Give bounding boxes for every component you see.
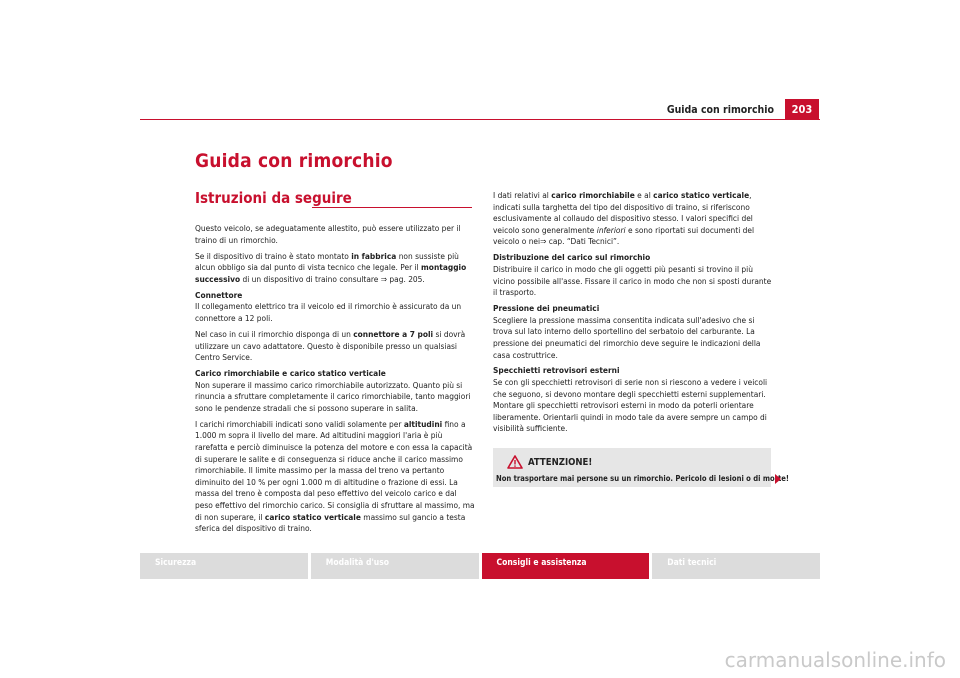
load-heading: Carico rimorchiabile e carico statico verticale: [195, 368, 386, 379]
load-paragraph: Non superare il massimo carico rimorchiabile autorizzato. Quanto più si rinuncia a sfruttare completamente il carico rimorchiabile, tanto maggiori sono le pendenze stradali che si possono superare in salita.: [195, 379, 471, 413]
tyre-pressure-paragraph: Scegliere la pressione massima consentita indicata sull'adesivo che si trova sul lato interno dello sportellino del serbatoio del carburante. La pressione dei pneumatici del rimorchio deve seguire le indicazioni della casa costruttrice.: [493, 314, 761, 360]
header-rule: [140, 119, 820, 120]
warning-title: ATTENZIONE!: [528, 456, 593, 468]
adapter-paragraph: Nel caso in cui il rimorchio disponga di un connettore a 7 poli si dovrà utilizzare un cavo adattatore. Questo è disponibile presso un qualsiasi Centro Service.: [195, 328, 466, 363]
mirrors-paragraph-2: Montare gli specchietti retrovisori esterni in modo da poterli orientare liberamente. Orientarli quindi in modo tale da avere sempre un campo di visibilità sufficiente.: [493, 400, 767, 434]
warning-text: Non trasportare mai persone su un rimorchio. Pericolo di lesioni o di morte!: [496, 474, 790, 483]
tab-dati-tecnici[interactable]: Dati tecnici: [652, 553, 820, 579]
tab-modalita-uso[interactable]: Modalità d'uso: [311, 553, 479, 579]
warning-box: [493, 448, 790, 487]
intro-paragraph: Questo veicolo, se adeguatamente allestito, può essere utilizzato per il traino di un rimorchio.: [195, 223, 461, 245]
distribution-heading: Distribuzione del carico sul rimorchio: [493, 252, 651, 263]
footer-navigation: [140, 553, 820, 579]
section-title: Istruzioni da seguire: [195, 189, 352, 207]
continue-arrow-icon: [775, 474, 781, 484]
right-column: [493, 190, 773, 439]
tab-sicurezza[interactable]: Sicurezza: [140, 553, 308, 579]
warning-header: [507, 455, 592, 469]
altitude-paragraph: I carichi rimorchiabili indicati sono validi solamente per altitudini fino a 1.000 m sopra il livello del mare. Ad altitudini maggiori l'aria è più rarefatta e perciò diminuisce la potenza del motore e con essa la capacità di superare le salite e di conseguenza si riduce anche il carico massimo rimorchiabile. Il limite massimo per la massa del treno va pertanto diminuito del 10 % per ogni 1.000 m di altitudine o frazione di essi. La massa del treno è composta dal peso effettivo del veicolo carico e dal peso effettivo del rimorchio carico. Si consiglia di sfruttare al massimo, ma di non superare, il carico statico verticale massimo sul gancio a testa sferica del dispositivo di traino.: [195, 418, 475, 534]
tyre-pressure-heading: Pressione dei pneumatici: [493, 303, 600, 314]
watermark: carmanualsonline.info: [724, 648, 946, 672]
mirrors-paragraph-1: Se con gli specchietti retrovisori di serie non si riescono a vedere i veicoli che seguono, si devono montare degli specchietti esterni supplementari.: [493, 377, 768, 399]
running-header-title: Guida con rimorchio: [666, 104, 774, 116]
page-number: 203: [785, 99, 819, 119]
mirrors-heading: Specchietti retrovisori esterni: [493, 365, 620, 376]
section-rule: [312, 207, 472, 208]
left-column: [195, 223, 475, 539]
chapter-title: Guida con rimorchio: [195, 150, 393, 172]
factory-fitted-paragraph: Se il dispositivo di traino è stato montato in fabbrica non sussiste più alcun obbligo sia dal punto di vista tecnico che legale. Per il montaggio successivo di un dispositivo di traino consultare ⇒ pag. 205.: [195, 250, 467, 284]
tab-consigli-assistenza[interactable]: Consigli e assistenza: [482, 553, 650, 579]
warning-triangle-icon: [507, 455, 523, 469]
connector-heading: Connettore: [195, 289, 243, 300]
type-plate-paragraph: I dati relativi al carico rimorchiabile e al carico statico verticale, indicati sulla targhetta del tipo del dispositivo di traino, si riferiscono esclusivamente al collaudo del dispositivo stesso. I valori specifici del veicolo sono generalmente inferiori e sono riportati sui documenti del veicolo o nei⇒ cap. “Dati Tecnici”.: [493, 190, 755, 247]
connector-paragraph: Il collegamento elettrico tra il veicolo ed il rimorchio è assicurato da un connettore a 12 poli.: [195, 301, 462, 323]
distribution-paragraph: Distribuire il carico in modo che gli oggetti più pesanti si trovino il più vicino possibile all'asse. Fissare il carico in modo che non si sposti durante il trasporto.: [493, 263, 772, 298]
